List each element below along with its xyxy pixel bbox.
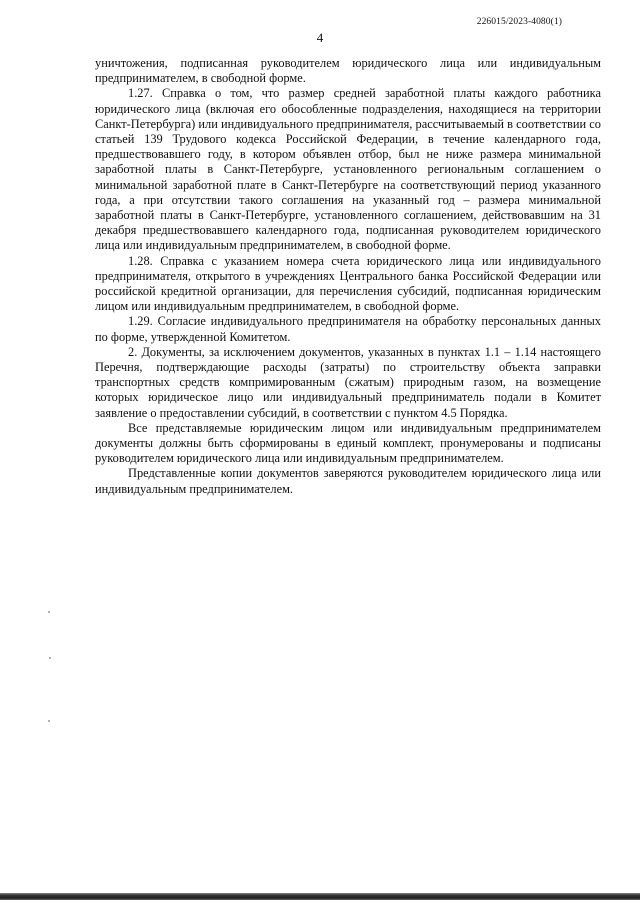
scan-speck: [48, 720, 50, 722]
paragraph-requirements: Все представляемые юридическим лицом или индивидуальным предпринимателем документы должны быть сформированы в единый комплект, пронумерованы и подписаны руководителем юридического лица или индивидуальным предпринимателем.: [95, 420, 601, 466]
paragraph-item-1-28: 1.28. Справка с указанием номера счета юридического лица или индивидуального предпринимателя, открытого в учреждениях Центрального банка Российской Федерации или российской кредитной организации, для перечисления субсидий, подписанная юридическим лицом или индивидуальным предпринимателем, в свободной форме.: [95, 253, 601, 314]
paragraph-item-2: 2. Документы, за исключением документов, указанных в пунктах 1.1 – 1.14 настоящего Перечня, подтверждающие расходы (затраты) по строительству объекта заправки транспортных средств компримированным (сжатым) природным газом, на возмещение которых юридическое лицо или индивидуальный предприниматель подали в Комитет заявление о предоставлении субсидий, в соответствии с пунктом 4.5 Порядка.: [95, 344, 601, 420]
paragraph-continuation: уничтожения, подписанная руководителем юридического лица или индивидуальным предпринимателем, в свободной форме.: [95, 56, 601, 86]
scan-speck: [49, 657, 51, 659]
paragraph-certification: Представленные копии документов заверяются руководителем юридического лица или индивидуальным предпринимателем.: [95, 466, 601, 496]
paragraph-item-1-27: 1.27. Справка о том, что размер средней заработной платы каждого работника юридического лица (включая его обособленные подразделения, находящиеся на территории Санкт-Петербурга) или индивидуального предпринимателя, рассчитываемый в соответствии со статьей 139 Трудового кодекса Российской Федерации, в течение календарного года, предшествовавшего году, в котором объявлен отбор, был не ниже размера минимальной заработной платы в Санкт-Петербурге, установленного региональным соглашением о минимальной заработной плате в Санкт-Петербурге на соответствующий период указанного года, а при отсутствии такого соглашения на указанный год – размера минимальной заработной платы в Санкт-Петербурге, установленного соглашением, действовавшим на 31 декабря предшествовавшего календарного года, подписанная руководителем юридического лица или индивидуальным предпринимателем, в свободной форме.: [95, 86, 601, 253]
document-body: [95, 56, 601, 497]
page-number: 4: [316, 30, 324, 45]
document-registration-number: 226015/2023-4080(1): [476, 17, 562, 27]
scan-bottom-edge: [0, 893, 640, 900]
scan-speck: [48, 611, 50, 613]
paragraph-item-1-29: 1.29. Согласие индивидуального предпринимателя на обработку персональных данных по форме, утвержденной Комитетом.: [95, 314, 601, 344]
